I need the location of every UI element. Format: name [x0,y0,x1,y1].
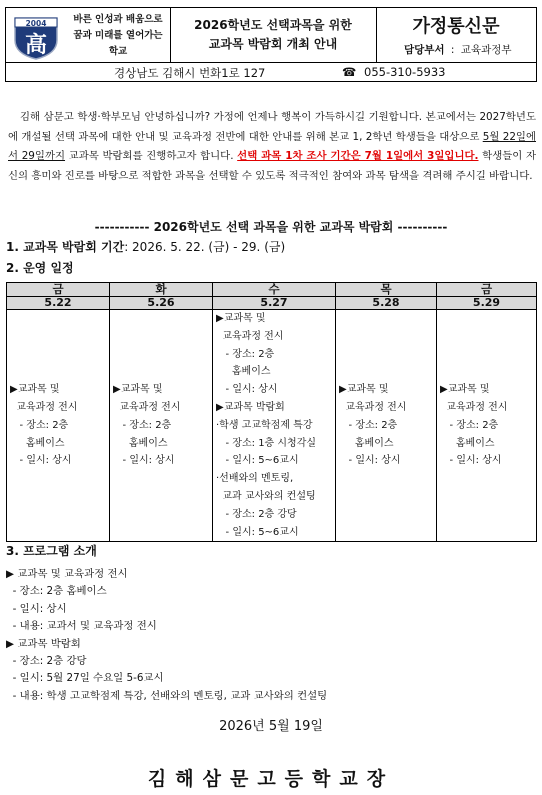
event-line: - 일시: 상시 [10,455,72,467]
title-line: 교과목 박람회 개최 안내 [208,37,338,51]
event-cell [437,310,537,542]
schedule-table [6,282,537,542]
event-line: - 일시: 5~6교시 [216,526,299,538]
event-line: - 장소: 1층 시청각실 [216,437,317,449]
program-line: - 일시: 5월 27일 수요일 5-6교시 [6,672,164,685]
period-label: 1. 교과목 박람회 기간 [6,240,125,254]
principal-signature: 김해삼문고등학교장 [147,768,395,790]
dept-separator: : [450,44,455,56]
event-line: - 장소: 2층 [440,419,499,431]
event-cell [7,310,110,542]
event-line: ▶교과목 박람회 [216,401,285,413]
program-line: - 장소: 2층 강당 [6,655,87,668]
program-line: - 일시: 상시 [6,602,67,615]
event-line: - 장소: 2층 [216,348,275,360]
event-line: - 일시: 상시 [216,384,278,396]
day-row [7,283,537,297]
intro-date-underlined: 5월 22일에서 29일까지 [8,130,536,162]
title-line: 2026학년도 선택과목을 위한 [194,18,352,32]
intro-text: 김해 삼문고 학생·학부모님 안녕하십니까? 가정에 언제나 행복이 가득하시길 기원합니다. 본교에서는 2027학년도에 개설될 선택 과목에 대한 안내 및 교육과정 전반에 대한 안내를 위해 본교 1, 2학년 학생들을 대상으로 [8,111,536,143]
doc-type: 가정통신문 [412,16,500,37]
program-list [6,566,327,705]
event-line: ▶교과목 및 [440,384,490,396]
issue-date: 2026년 5월 19일 [219,719,323,734]
event-line: 홈베이스 [440,437,495,449]
event-line: - 일시: 상시 [440,455,502,467]
event-cell [213,310,336,542]
schedule-heading: 2. 운영 일정 [6,261,74,275]
event-line: - 일시: 5~6교시 [216,455,299,467]
event-line: ▶교과목 및 [10,384,60,396]
event-line: ·선배와의 멘토링, [216,473,294,485]
event-line: 교육과정 전시 [339,401,407,413]
event-line: ▶교과목 및 [113,384,163,396]
department [404,42,512,57]
event-line: 교육과정 전시 [10,401,78,413]
period-heading [6,238,285,255]
intro-paragraph [8,108,536,186]
intro-text: 학생들이 자신의 흥미와 진로를 바탕으로 적합한 과목을 선택할 수 있도록 적극적인 참여와 과목 탐색을 격려해 주시길 바랍니다. [8,150,536,182]
program-line: ▶ 교과목 및 교육과정 전시 [6,568,128,580]
date-row [7,297,537,310]
school-identity [6,8,171,62]
doc-info [376,8,536,62]
section-title: ----------- 2026학년도 선택 과목을 위한 교과목 박람회 ---------- [94,220,448,234]
event-line: 교육과정 전시 [440,401,508,413]
event-line: - 일시: 상시 [339,455,401,467]
event-line: - 장소: 2층 [10,419,69,431]
survey-period-highlight: 선택 과목 1차 조사 기간은 7월 1일에서 3일입니다. [237,150,479,162]
day-cell: 금 [7,283,110,297]
emblem-year: 2004 [25,19,47,28]
program-line: - 내용: 학생 고교학점제 특강, 선배와의 멘토링, 교과 교사와의 컨설팅 [6,689,328,702]
phone-icon: ☎ [342,65,357,79]
event-row [7,310,537,542]
date-cell: 5.26 [110,297,213,310]
event-line: 홈베이스 [10,437,65,449]
day-cell: 화 [110,283,213,297]
motto-line: 꿈과 미래를 열어가는 [73,30,163,41]
dept-label: 담당부서 [404,44,445,56]
program-line: - 장소: 2층 홈베이스 [6,585,107,598]
event-line: ▶교과목 및 [216,313,266,324]
event-line: 홈베이스 [216,366,271,378]
phone-number: 055-310-5933 [364,65,446,79]
address-bar [5,63,537,82]
event-cell [336,310,437,542]
day-cell: 수 [213,283,336,297]
program-line: ▶ 교과목 박람회 [6,637,81,650]
program-heading: 3. 프로그램 소개 [6,544,97,558]
motto-line: 학교 [108,46,128,57]
event-line: - 일시: 상시 [113,455,175,467]
event-line: ▶교과목 및 [339,384,389,396]
event-line: 교육과정 전시 [113,401,181,413]
program-line: - 내용: 교과서 및 교육과정 전시 [6,620,157,633]
event-line: - 장소: 2층 [339,419,398,431]
event-line: 홈베이스 [113,437,168,449]
event-line: ·학생 고교학점제 특강 [216,419,313,431]
dept-value: 교육과정부 [460,44,512,56]
event-line: - 장소: 2층 [113,419,172,431]
school-address: 경상남도 김해시 번화1로 127 [114,66,266,80]
event-cell [110,310,213,542]
period-value: : 2026. 5. 22. (금) - 29. (금) [124,240,286,254]
school-motto [68,12,168,60]
event-line: - 장소: 2층 강당 [216,508,297,520]
day-cell: 목 [336,283,437,297]
event-line: 교육과정 전시 [216,330,284,342]
date-cell: 5.22 [7,297,110,310]
notice-title [170,8,377,62]
school-emblem-icon [11,12,61,60]
motto-line: 바른 인성과 배움으로 [73,14,163,25]
day-cell: 금 [437,283,537,297]
event-line: 교과 교사와의 컨설팅 [216,490,316,502]
intro-text: 교과목 박람회를 진행하고자 합니다. [65,150,238,162]
emblem-character: 高 [24,33,48,58]
letter-header [5,7,537,63]
date-cell: 5.27 [213,297,336,310]
date-cell: 5.29 [437,297,537,310]
event-line: 홈베이스 [339,437,394,449]
date-cell: 5.28 [336,297,437,310]
